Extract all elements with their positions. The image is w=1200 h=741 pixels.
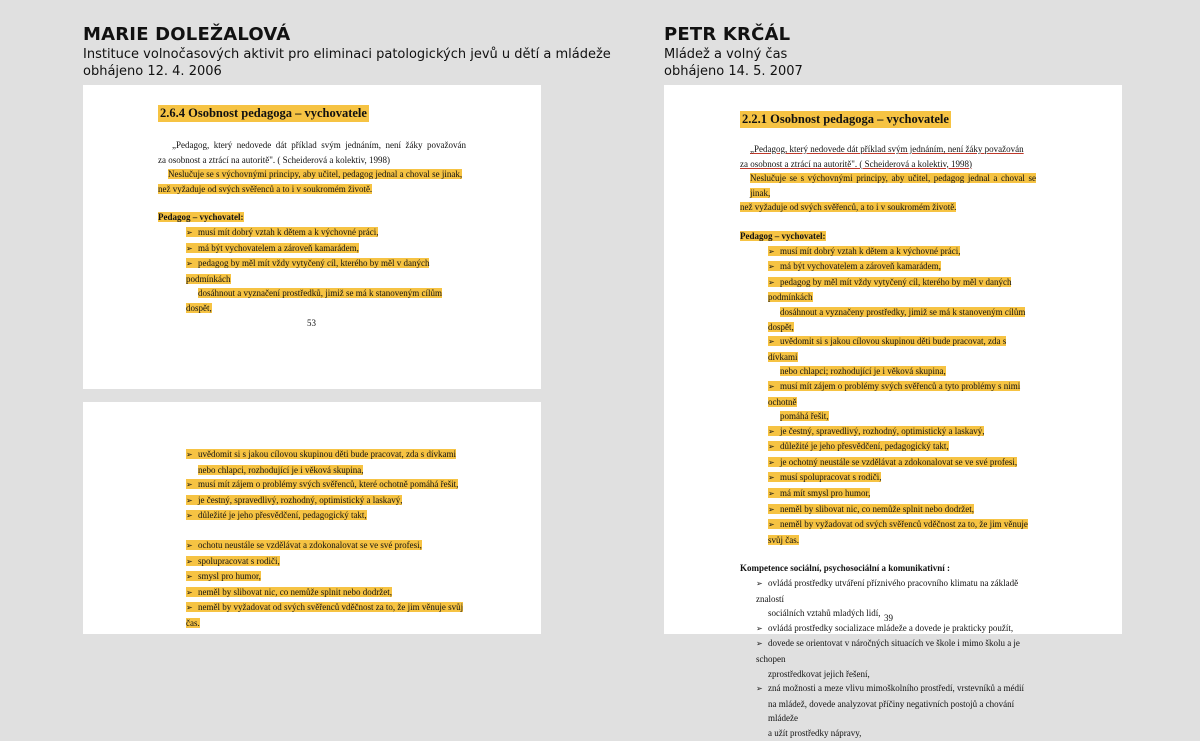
section-heading: 2.6.4 Osobnost pedagoga – vychovatele: [160, 106, 367, 120]
list-item: ➢ ovládá prostředky socializace mládeže a dovede je prakticky použít,: [740, 621, 1036, 637]
arrow-bullet-icon: ➢: [186, 587, 193, 597]
bullet-list: [158, 538, 466, 631]
right-defended-date: obhájeno 14. 5. 2007: [664, 64, 803, 79]
arrow-bullet-icon: ➢: [186, 540, 193, 550]
right-header: [664, 24, 803, 80]
list-item: ➢ musí mít zájem o problémy svých svěřenců a tyto problémy s nimi ochotně: [768, 380, 1021, 407]
page-number: 53: [307, 318, 316, 328]
list-item: ➢ uvědomit si s jakou cílovou skupinou děti bude pracovat, zda s dívkami: [158, 447, 466, 463]
arrow-bullet-icon: ➢: [186, 243, 193, 253]
arrow-bullet-icon: ➢: [768, 426, 775, 436]
highlighted-text: než vyžaduje od svých svěřenců a to i v soukromém životě.: [158, 183, 373, 194]
arrow-bullet-icon: ➢: [768, 246, 775, 256]
arrow-bullet-icon: ➢: [756, 684, 763, 694]
arrow-bullet-icon: ➢: [768, 520, 775, 530]
arrow-bullet-icon: ➢: [186, 450, 193, 459]
list-item: ➢ má mít smysl pro humor,: [740, 486, 1036, 502]
list-item: nebo chlapci; rozhodující je i věková skupina,: [780, 366, 946, 377]
arrow-bullet-icon: ➢: [768, 381, 775, 391]
arrow-bullet-icon: ➢: [768, 473, 775, 483]
list-item: ➢ musí mít dobrý vztah k dětem a k výchovné práci,: [740, 244, 1036, 260]
arrow-bullet-icon: ➢: [186, 227, 193, 237]
list-item: ➢ je ochotný neustále se vzdělávat a zdokonalovat se ve své profesi,: [740, 455, 1036, 471]
list-item: na mládež, dovede analyzovat příčiny negativních postojů a chování mládeže: [768, 698, 1015, 724]
left-author-name: MARIE DOLEŽALOVÁ: [83, 24, 291, 45]
page-number: 39: [884, 613, 893, 623]
highlighted-text: Neslučuje se s výchovnými principy, aby učitel, pedagog jednal a choval se jinak,: [750, 173, 1036, 198]
competence-label: Kompetence sociální, psychosociální a komunikativní :: [740, 563, 951, 574]
list-item: ➢ má být vychovatelem a zároveň kamarádem,: [158, 241, 466, 257]
arrow-bullet-icon: ➢: [186, 511, 193, 521]
list-item: zprostředkovat jejich řešení,: [768, 668, 870, 679]
left-defended-date: obhájeno 12. 4. 2006: [83, 64, 222, 79]
list-item: ➢ musí mít dobrý vztah k dětem a k výchovné práci,: [158, 225, 466, 241]
bullet-list: [158, 225, 466, 316]
list-item: ➢ neměl by slibovat nic, co nemůže splnit nebo dodržet,: [740, 502, 1036, 518]
quote-line: „Pedagog, který nedovede dát příklad svým jednáním, není žáky považován: [172, 140, 466, 150]
arrow-bullet-icon: ➢: [186, 603, 193, 613]
list-item: ➢ neměl by vyžadovat od svých svěřenců vděčnost za to, že jim věnuje svůj čas.: [768, 519, 1028, 545]
list-item: ➢ pedagog by měl mít vždy vytyčený cíl, kterého by měl v daných podmínkách: [186, 258, 430, 284]
quote-line: za osobnost a ztrácí na autoritě". ( Scheiderová a kolektiv, 1998): [740, 158, 973, 169]
arrow-bullet-icon: ➢: [768, 337, 775, 347]
list-item: ➢ smysl pro humor,: [158, 569, 466, 585]
bullet-list: [740, 576, 1036, 741]
highlighted-text: než vyžaduje od svých svěřenců, a to i v soukromém životě.: [740, 202, 957, 213]
arrow-bullet-icon: ➢: [186, 480, 193, 490]
right-thesis-title: Mládež a volný čas: [664, 47, 788, 62]
list-item: dosáhnout a vyznačení prostředků, jimiž se má k stanoveným cílům dospět,: [186, 288, 442, 313]
arrow-bullet-icon: ➢: [768, 277, 775, 287]
bullet-list: [158, 447, 466, 524]
list-label: Pedagog – vychovatel:: [740, 230, 826, 241]
list-item: sociálních vztahů mladých lidí,: [768, 608, 881, 619]
list-item: ➢ neměl by vyžadovat od svých svěřenců vděčnost za to, že jim věnuje svůj čas.: [186, 602, 464, 628]
arrow-bullet-icon: ➢: [756, 579, 763, 589]
list-item: ➢ důležité je jeho přesvědčení, pedagogický takt,: [740, 439, 1036, 455]
arrow-bullet-icon: ➢: [186, 495, 193, 505]
arrow-bullet-icon: ➢: [768, 457, 775, 467]
list-item: ➢ ochotu neustále se vzdělávat a zdokonalovat se ve své profesi,: [158, 538, 466, 554]
list-item: ➢ musí spolupracovat s rodiči,: [740, 470, 1036, 486]
list-label: Pedagog – vychovatel:: [158, 212, 244, 223]
quote-line: „Pedagog, který nedovede dát příklad svým jednáním, není žáky považován: [750, 144, 1024, 154]
arrow-bullet-icon: ➢: [756, 623, 763, 633]
list-item: ➢ musí mít zájem o problémy svých svěřenců, které ochotně pomáhá řešit,: [158, 477, 466, 493]
arrow-bullet-icon: ➢: [186, 556, 193, 566]
left-thesis-title: Instituce volnočasových aktivit pro eliminaci patologických jevů u dětí a mládeže: [83, 47, 611, 62]
list-item: ➢ zná možnosti a meze vlivu mimoškolního prostředí, vrstevníků a médií: [740, 681, 1036, 697]
list-item: ➢ uvědomit si s jakou cílovou skupinou děti bude pracovat, zda s dívkami: [768, 336, 1007, 362]
list-item: ➢ neměl by slibovat nic, co nemůže splnit nebo dodržet,: [158, 585, 466, 601]
right-document-page: [664, 85, 1122, 738]
list-item: ➢ má být vychovatelem a zároveň kamarádem,: [740, 259, 1036, 275]
section-heading: 2.2.1 Osobnost pedagoga – vychovatele: [742, 112, 949, 126]
arrow-bullet-icon: ➢: [768, 504, 775, 514]
arrow-bullet-icon: ➢: [768, 262, 775, 272]
list-item: ➢ je čestný, spravedlivý, rozhodný, optimistický a laskavý,: [158, 493, 466, 509]
list-item: ➢ je čestný, spravedlivý, rozhodný, optimistický a laskavý,: [740, 424, 1036, 440]
left-document-page-2: [83, 402, 541, 634]
arrow-bullet-icon: ➢: [756, 639, 763, 649]
list-item: ➢ spolupracovat s rodiči,: [158, 554, 466, 570]
list-item: ➢ pedagog by měl mít vždy vytyčený cíl, kterého by měl v daných podmínkách: [768, 276, 1012, 303]
list-item: nebo chlapci, rozhodující je i věková skupina,: [198, 464, 364, 475]
arrow-bullet-icon: ➢: [768, 442, 775, 452]
left-header: [83, 24, 611, 80]
left-document-page-1: [83, 85, 541, 389]
arrow-bullet-icon: ➢: [186, 572, 193, 582]
list-item: ➢ dovede se orientovat v náročných situacích ve škole i mimo školu a je schopen: [756, 638, 1020, 664]
arrow-bullet-icon: ➢: [768, 489, 775, 499]
highlighted-text: Neslučuje se s výchovnými principy, aby učitel, pedagog jednal a choval se jinak,: [168, 169, 463, 180]
list-item: ➢ ovládá prostředky utváření příznivého pracovního klimatu na základě znalostí: [756, 578, 1019, 604]
quote-line: za osobnost a ztrácí na autoritě". ( Scheiderová a kolektiv, 1998): [158, 154, 391, 165]
list-item: a užít prostředky nápravy,: [768, 727, 862, 738]
list-item: ➢ důležité je jeho přesvědčení, pedagogický takt,: [158, 508, 466, 524]
list-item: pomáhá řešit,: [780, 411, 829, 422]
list-item: dosáhnout a vyznačeny prostředky, jimiž se má k stanoveným cílům dospět,: [768, 306, 1026, 332]
bullet-list: [740, 244, 1036, 548]
right-author-name: PETR KRČÁL: [664, 24, 791, 45]
arrow-bullet-icon: ➢: [186, 259, 193, 269]
